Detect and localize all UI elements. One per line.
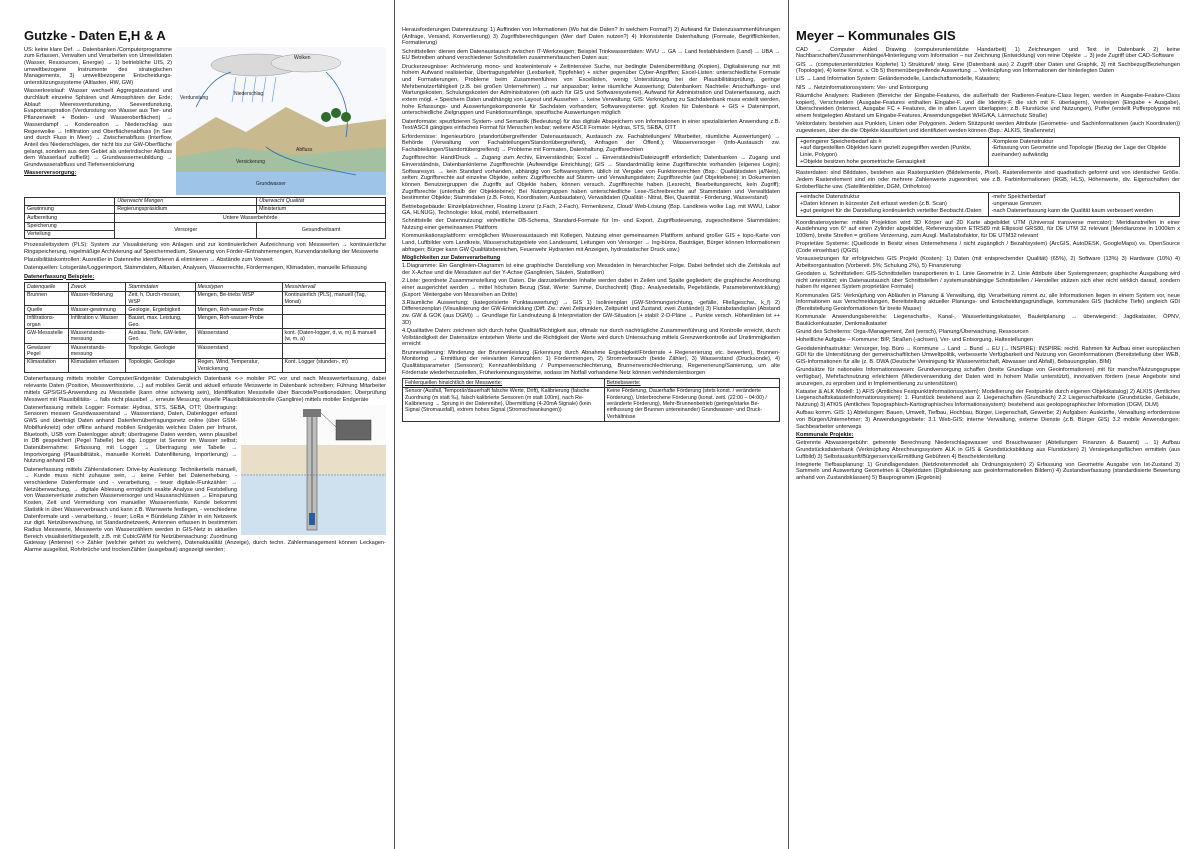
table-cell: Zeit, h, Durch-messer, WSP [126,291,195,306]
logger-well-figure [241,405,386,535]
table-cell: Klimadaten erfassen [68,358,126,373]
para-cad: CAD → Computer Aided Drawing (computerunterstützte Handarbeit) 1) Zeichnungen und Text in Datenbank 2) keine Nachbarschaften/Zusammenhänge/Hinterlegung vom Information – nur Zeichnung (Entwicklung) von reine Objekte → 3) jede Zugriff über CAD-Software [796,46,1180,60]
fig-label-clouds: Wolken [294,54,311,61]
table-cell [282,344,385,359]
list-item: +geringerer Speicherbedarf als # [800,138,882,145]
para-herausforderungen: Herausforderungen Datennutzung: 1) Auffinden von Informationen (Wo hat die Daten? In welchem Format?) 2) Aufwand für Datenzusammenführungen (Anfrage, Versand, Konvertierung) 3) Zugriffsberechtigungen (Wer darf Daten nutzen?) 4) Inkonsistente Datenhaltung (Formate, Begrifflichkeiten, Formatierung) [402,27,780,47]
cons-list [988,138,1180,167]
section-title: Gutzke - Daten E,H & A [24,28,166,43]
table-cell: Regierungspräsidium [115,205,257,213]
para-geodateninfrastruktur: Geodateninfrastruktur: Versorger, Ing. Büro → Kommune → Land → Bund → EU (→ INSPIRE): INSPIRE: rechtl. Rahmen für Aufbau einer europäischen GDI für die Unterstützung der gemeinschaftlichen Umweltpolitik, verbesserte Verfügbarkeit und Nutzung von Geoinformationen (Bereitstellung über WEB, GIS-Informationen für alle (z. B. DWA (Deutsche Vereinigung für Wasserwirtschaft, Abwasser und Abfall), Bebauungsplan, BIM) [796,345,1180,365]
table-cell: Wasser-gewinnung [68,306,126,314]
table-header: Datenquelle [25,283,69,291]
para-rasterdaten: Rasterdaten: sind Bilddaten, bestehen aus Rasterpunkten (Bildelemente, Pixel). Rasterelemente sind quadratisch geformt und von identischer Größe. Jedem Rasterelement sind ein oder mehrere Zahlenwerte zugeordnet, wie z.B. Farbinformationen (RGB, HLS), Höhenwerte, div. Eigenschaften der Erdoberfläche usw. (Satellitenbilder, DGM, Orthofotos) [796,170,1180,190]
para-erfordernisse: Erfordernisse: Ingenieurbüro (standortübergreifender Datenaustausch, Austausch zw. Fachabteilungen/ Mitarbeiter, räumliche Auswertungen) → Behörde (Verwaltung von Fachabteilungen/Standortübergreifend), Anfragen der Öffentl.); Wasserversorger (Info-Austausch zw. Fachabteilungen/Standortübergreifend) → Probleme mit Formaten, Datenhaltung, Zugriffsrechten [402,133,780,153]
para-schnittstelle-datennutzung: Schnittstelle der Datennutzung: einheitliche DB-Schema, Standard-Formate für Im- und Export, Zugriffssteuerung, zugeschnittene Stammdaten; Nutzung einer gemeinsamen Plattform [402,218,780,232]
column-divider [394,0,395,849]
table-cell: Kontinuierlich (PLS), manuell (Tag, Monat) [282,291,385,306]
table-row [25,344,386,359]
column-gutzke [20,0,390,849]
table-cell: Bauart, max. Leistung, Geo. [126,314,195,329]
table-cell: Gewässer Pegel [25,344,69,359]
table-cell: Wasserstands-messung [68,329,126,344]
table-cell: Infiltration v. Wasser [68,314,126,329]
para-kommunales-gis: Kommunales GIS: Verknüpfung von Abläufen in Planung & Verwaltung, dig. Verarbeitung nimmt zu, alle Informationen liegen in einem System vor, neue Informationen aus Verschneidungen, Bereitstellung aktueller Planungs- und Entscheidungsgrundlage, kommunales GIS (fachliche Tiefe) ungleich GDI (Bereitstellung Geoinformationen für breite Masse) [796,292,1180,312]
para-tiefbauplanung: Integrierte Tiefbauplanung: 1) Grundlagendaten (Netzknotenmodell als Ordnungssystem) 2) Erfassung von Geometrie Ausgabe von Ist-Zustand 3) Sammeln und Auswertung Geometrien & Objektdaten (Digitalisierung aus geoinformationellen Bildern) 4) Zustandserfassung (standardisierte Bewertung anhand von Zustandsklassen) 5) Bauprogramm (Ergebnis) [796,461,1180,482]
fig-label-groundwater: Grundwasser [256,180,286,187]
para-logger: Datenerfassung mittels Logger: Formate: Hydras, STS, SEBA, OTT; Übertragung: Sensoren messen Grundwasserstand → Wasserstand, Daten, Datenlogger erfasst GWS und überträgt Daten anhand Datenfernübertragungsnetz online (über GSM-Mobilfunknetz) oder offline anhand mobilen Endgeräts welches Daten per Infrarot, Bluetooth, USB vom Datenlogger abruft; übertragene Daten werden, wenn plausibel in DB gespeichert (Pegel Tabelle) bei dig. Logger ist Sensor im Wasser selbst; Datenübernahme: Erfassung mit Logger → Übertragung wie Tabelle → Importvorgang (Plausibilitätsk., manuelle Korrekt. Datenfilterung, Importierung) → Nutzung anhand DB [24,404,237,465]
raster-pros-cons [796,192,1180,216]
table-row [25,329,386,344]
table-cell: Keine Förderung, Dauerhafte Förderung (stets konst. / veränderte Förderung), Unterbrochene Förderung (konst. zeitl. (22:00 – 04:00) / veränderte Förderung), Mehr-Brunnenbetrieb (geringe/starke Be-einflussung der Brunnen untereinander) Grundwasser- und Druck-Verhältnisse [604,387,779,421]
para-nis: NIS → Netzinformationssystem: Ver- und Entsorgung [796,84,929,91]
table-cell: Kont. Logger (stunden-, m) [282,358,385,373]
fig-label-infiltration: Versickerung [236,158,265,165]
table-cell: Gesundheitsamt [257,222,386,239]
para-proprietaere-systeme: Proprietäre Systeme: (Quellcode in Besitz eines Unternehmens / nicht zugänglich / Bezahlsystem) (ArcGIS, AutoDESK, GoogleMaps) vs. OpenSource (Code einsehbar) (QGIS) [796,241,1180,254]
para-gis: GIS → (computerunterstütztes Kopferte) 1) Strukturell/ steig. Eine (Datenbank aus) 2 Zugriff über Daten und Graphik, 3) mit Sachbezug/Beziehungen (Topologie), 4) keine Konst. v. Ob 5) themenübergreifende Auswertung → Verknüpfung von Informationen der hinterlegten Daten [796,61,1180,75]
table-row [25,205,386,213]
para-datenformate: Datenformate: spezifizieren System- und Semantik (Bedeutung) für das digitale Abspeichern von Informationen in einer spezialisierten Anwendung z.B. Text/ASCII gängiges einfaches Format für Menschen lesbar; weitere ASCII Formate: Hydras, STS, SEBA, OTT [402,118,780,132]
para-raeumliche-auswertung: 3.Räumliche Auswertung: (kategorisierte Punktauswertung) → GIS 1) Isolinienplan (GW-Strömungsrichtung, -gefälle, Fließgeschw., k_f) 2) Differenzenplan (Visualisierung der GW-Entwicklung (Diff. Zw.: zwei Zeitpunkten, Zeitpunkt und Zustand, zwei Zustände)) 3) Flurabstandsplan (Abstand zw. GW & GOK (aus DGM)) → Grundlage für Landnutzung & Interpretation der GW-Situation (+ stabil: 2-D-Pläne → Punkte versch. Höhenlinien ist ++ 3D) [402,299,780,326]
table-cell: Wasser-förderung [68,291,126,306]
table-header: Stammdaten [126,283,195,291]
table-header: Betriebswerte: [604,379,779,387]
para-brunnenalterung: Brunnenalterung: Minderung der Brunnenleistung (Erkennung durch Abnahme Ergiebigkeit/Förderrate + Regenerierung etc. bewerten), Brunnen-Monitoring → Ermittlung der relevanten Kennzahlen: 1) Förderrmengen, 2) Stromverbrauch (beide Zähler), 3) Wasserstand (Drucksonde), 4) Qualitätsparameter (Sensoren); Kennzahlenbildung / Pumpenverschlechterung, Brunnenverschlechterung, Regenerierung/Sanierung, um alte Förderrate wiederherzustellen, Früherkennungssysteme, sodass im Notfall vorhandene Netz können verhindern/entsorgen [402,349,780,376]
table-header: Überwacht Qualität [257,197,386,205]
column-meyer [792,0,1184,849]
error-sources-table [402,378,780,421]
list-item: +auf dargestellten Objekten kann gezielt zugegriffen werden (Punkte, Linie, Polygon) [800,145,972,158]
table-row [25,306,386,314]
table-header: Überwacht Mengen [115,197,257,205]
table-cell: Versorger [115,222,257,239]
table-caption: Wasserversorgung: [24,170,77,177]
para-betrieb: Betriebsgebäude: Einzelplatzrechner, Floating Lizenz (z.Fach, 2-Fach), Firmenlizenz, Cloud/ Web-Lösung (Bsp. Landkreis wolke Lag. mit WWU, Labor GA, HLNUG), Technologie: lokal, mobil, internetbasiert [402,203,780,217]
para-scheitern: Grund des Scheiterns: Orga-/Management, Zeit (versch), Planung/Überwachung, Ressourcen [796,329,1029,336]
para-abwassergebuehr: Getrennte Abwassergebühr: getrennte Berechnung Niederschlagswasser und Brauchwasser (Abteilungen: Finanzen & Bauamt) → 1) Aufbau Grundstücksdatenbank (Verknüpfung Abrechnungssystem ALK in GIS & Grundstücksbildung aus Flurstücken) 2) Versiegelungsflächen ermitteln (aus Luftbild) 3) Selbstauskunft/Bürgerservice/Ermittlung Gebühren 4) Bescheiderstellung [796,440,1180,460]
para-prozessleitsystem: Prozessleitsystem (PLS): System zur Visualisierung von Anlagen und zur kontinuierlichen Aufzeichnung von Messwerten → kontinuierliche Ringspeicherung, regelmäßige Archivierung auf Speichermedium, Steuerung von Förder-/Entnahmemengen, Kurvendarstellung der Messwerte [24,242,386,256]
para-kataster: Kataster & ALK Modell: 1) AFIS (Amtliches Festpunktinformationssystem): Modellierung der Festpunkte durch eigenen Objektkatalog) 2) ALKIS (Amtliches Liegenschaftskatasterinformationssystem): 1. Flurstück bestehend aus 2. Liegenschaften (Grundbuch) 2.2 Liegenschaftskarte (Grundstücke, Gebäude, Nutzung) 3) ATKIS (Amtliches Topographisch-Kartographisches Informationssystem): bestehend aus geotopographischer Information (DGM, DLM) [796,388,1180,409]
para-voraussetzungen: Voraussetzungen für erfolgreiches GIS Projekt (Kosten): 1) Daten (mit entsprechender Qualität) (65%), 2) Software (13%) 3) Hardware (10%) 4) Arbeitsorganisation (Vorbereit. 5%; Schulung 2%), 5) Finanzierung [796,256,1180,269]
list-item: +Objekte besitzen hohe geometrische Genauigkeit [800,158,926,165]
list-item: +gut geeignet für die Darstellung kontinuierlich verteilter Beobacht./Daten [800,207,982,214]
table-row [25,222,386,230]
table-header: Zweck [68,283,126,291]
list-item: -ungenaue Grenzen [991,201,1042,208]
para-koordinatensysteme: Koordinatensysteme: mittels Projektion wird 3D Körper auf 2D Karte abgebildet UTM (Universal transverse mercator): Meridianstreifen in einer Ausdehnung von 6° auf einen Zylinder abgebildet, Referenzsystem ETRS89 mit Ellipsoid GRS80, für DE UTM 32 relevant (Meridianzone in 1000km x 100km), breite Streifen = größere Verzerrung, zum Ausgl. Maßstabsfaktor, für DE UTM32 relevant [796,219,1180,239]
section-heading: Möglichkeiten zur Datenverarbeitung [402,255,501,261]
table-cell: Topologie, Geologie [126,358,195,373]
table-cell: Topologie, Geologie [126,344,195,359]
para-zugriffsrechte: Zugriffsrechte: Hand/Druck → Zugang zum Archiv, Einverständnis; Excel → Einverständnis/Dateizugriff erforderlich; Datenbanken → Zugang und Einverständnis, Datenbankinterne Zugriffsrechte (Aufwendige Einrichtung); GIS → Standardmäßig keine Zugriffsrechte vorhanden (eigenes Login); Softwaresyst. → kein Standard vorhanden, abhängig von Softwaresystem, üblich ist Vergabe von Funktionsrechten (Bsp.: Qualitätsdaten ja/Nein), selten: Zugriffsrechte auf einzelne Objekte, selten: Zugriffsrechte auf Stamm- und Verwaltungsdaten; Zugriffsrechte (auf Objektebene): in Dokumenten können Benutzergruppen die Zugriffs auf Objekte haben, können versuch. Zugriffsrechte haben (Lesrecht, Bearbeitungsrecht, kein Zugriff); Zugriffsrechte (unterhalb der Objektebene); Bei Nutzergruppen haben unterschiedliche Lese-/Schreibrechte auf Stammdaten und Verwaltdaten bestimmter Objekte; Stammdaten (z.B. Fotos, Koordinaten, Ausbaudaten), Verwaltdaten (Qualität - Nitrat, Blei, Quantität - Förderung, Wasserstand) [402,155,780,202]
fig-label-runoff: Abfluss [296,146,313,153]
table-row [403,387,780,421]
para-wasserkreislauf: Wasserkreislauf: Wasser wechselt Aggregatzustand und durchläuft einzelne Sphären und Atmosphären der Erde; Ablauf: Meeresverdunstung, Seeverdunstung, Evapotranspiration (Verdunstung von Wasser aus Tier- und Pflanzenwelt + Boden- und Wasseroberflächen) → Wasserdampf → Kondensation → Niederschlag aus Regenwolke → Infiltration und Oberflächenabfluss (in See und durch Fluss in Meer) → Zwischenabfluss (Interflow, Anteil des Niederschlages, der nicht bis zur GW-Oberfläche gelangt, sondern aus dem Gebiet als unterirdischer Abfluss dem Wasserlauf zufließt) → Grundwasserneubildung → Grundwasserabfluss und Tiefenversickerung [24,88,172,169]
para-zaehlerstationen: Datenerfassung mittels Zählerstationen: Drive-by Auslesung: Technikerteils manuell, → Kunde muss nicht zuhause sein, → keine Fehler bei Datenerhebung, - verschiedene Datenformate und - verarbeitung, - teuer digitale-/Funkzähler: → Netzüberwachung, → digitale Ablesung ermöglicht exakte Analyse und Feststellung von Wasserverluste zwischen Wasserversorger und Hausanschlüssen → Einsparung Kosten, Zeit und Vermeidung von manueller Wasserverluste, Kunde bekommt Statistik in über Wasserverbrauch und kann z.B. Warnwerte festlegen, - verschiedene Datenformate und - verarbeitung, - teuer; LoRa = Bündelung Zähler in ein Netzwerk zur digit. Netzüberwachung, ist Standardnetzwerk, Antennen erfassen in bestimmten Radius Messwerte, Messwerte von Wasserzählern werden in GIS-Netz in aktuellen Bereich visualisiert/dargestellt, z.B. mit CubicGWM für Netzüberwachung: Zuordnung Gateway (Antenne) <-> Zähler (welcher gehört zu welchem), Datenaktualität (Anzeige), durch techn. Zählermanagement können Leckagen-Alarme ausgelöst, Rohrbrüche und trockenZähler (ausgebaut) angezeigt werden; [24,466,386,554]
para-grundsaetze: Grundsätze für nationales Informationswesen: Grundversorgung schaffen (breite Grundlage von Geoinformationen) mit für manche/Nutzungsgruppe verfügbar), Mehrfachnutzung erleichtern (Wiederverwendung der Daten wird in hohem Maße unterstützt), innovativen fördern (neue Angebote sind anzuregen, zu erproben und in Implementierung zu unterstützen) [796,367,1180,387]
section-title: Meyer – Kommunales GIS [796,28,956,43]
table-cell: GW-Messstelle [25,329,69,344]
para-lis: LIS → Land Information System: Geländemodelle, Landschaftsmodelle, Katasters; [796,76,1001,83]
list-item: -mehr Speicherbedarf [991,194,1046,201]
table-cell: Gewinnung [25,205,115,213]
column-data-usage [398,0,784,849]
para-umweltsysteme: US: keine klare Def. → Datenbanken /Computerprogramme zum Erfassen, Verwalten und Verarbeiten von Umweltdaten (Wasser, Ressourcen, Energie) → 1) betriebliche UIS, 2) umweltbezogene Instrumente des strategischen Managements, 3) umweltbezogene Entscheidungs-unterstützungssysteme (Altlasten, HW, GW) [24,46,172,87]
table-header: Messtypen [195,283,282,291]
table-cell: Infiltrations-organ [25,314,69,329]
table-row [25,291,386,306]
table-cell: Ausbau, Tiefe, GW-leiter, Geo. [126,329,195,344]
table-cell: kont. (Daten-logger, d, w, m) & manuell (w, m, a) [282,329,385,344]
para-schnittstellen: Schnittstellen: dienen dem Datenaustausch zwischen IT-Werkzeugen; Beispiel Trinkwasserdaten: WVU → GA → Land festabhändern (Land) → UBA → EU Betreiben anhand verschiedener Schnittstellen zusammen/tauschen Daten aus; [402,48,780,62]
data-collection-table [24,282,386,373]
list-item: +einfache Datenstruktur [800,194,860,201]
table-cell: Wasserstands-messung [68,344,126,359]
table-cell: Wasserstand [195,344,282,359]
para-anwendungsbereiche: Kommunale Anwendungsbereiche: Liegenschafts-, Kanal-, Wasserleitungskataster, Bauleitplanung → überwiegend: Jagdkataster, ÖPNV, Baulückenkataster, Denkmalkataster [796,314,1180,327]
table-cell: Brunnen [25,291,69,306]
table-row [25,314,386,329]
water-supply-table [24,197,386,240]
table-cell: Regen, Wind, Temperatur, Versickerung [195,358,282,373]
para-plausibilitaet: Plausibilitätskontrollen: Ausreißer in Datenreihe identifizieren & eliminieren → Abstände zum Vorwert [24,257,273,264]
table-cell: Mengen, Roh-wasser-Probe [195,306,282,314]
para-datenquellen: Datenquellen: Lotsgeräte/Loggerimport, Stammdaten, Altlasten, Analysen, Wasserrechte, Fördermengen, Klimadaten, manuelle Erfassung [24,265,367,272]
vector-pros-cons [796,137,1180,168]
pros-list [797,193,988,215]
fig-label-precipitation: Niederschlag [234,90,264,97]
column-divider [788,0,789,849]
pros-list [797,138,988,167]
table-cell [282,314,385,329]
table-cell: Sensor (Ausfall, Temporär/dauerhaft falsche Werte, Drift), Kalibrierung (falsche Zuordnung (m statt ‰), falsch kalibrierte Sensoren (m statt 100m), nach Re-Kalibrierung → Sprung in der Datenreihe), Übermittlung (4-20mA Signale) (kein Signal (Stromausfall), extrem hohes Signal (Stromschwankungen)) [403,387,605,421]
table-cell: Klimastation [25,358,69,373]
table-cell: Wasserstand [195,329,282,344]
para-diagramme: 1.Diagramme: Ein Ganglinien-Diagramm ist eine graphische Darstellung von Messdaten in hierarchischer Folge. Dabei befindet sich die Zeitskala auf der X-Achse und die Messdaten auf der Y-Achse (Ganglinien, Säulen, Statistiken) [402,263,780,276]
cons-list [988,193,1180,215]
table-cell: Geologie, Ergiebigkeit [126,306,195,314]
table-cell: Untere Wasserbehörde [115,214,386,222]
table-row [25,214,386,222]
list-item: -nach Datenerfassung kann die Qualität kaum verbessert werden [991,207,1153,214]
para-aufbau-gis: Aufbau komm. GIS: 1) Abteilungen: Bauen, Umwelt, Tiefbau, Hochbau, Bürger, Liegenschaft, Gewerbe; 2) Aufgaben: Auskünfte, Verwaltung erfordernisse von Bürgen/Unternehmer; 3) Anwendungsgebiete: 3.1 Web-GIS: interne Verwaltung, externe Dienste (z.B. Bürger GIS) 3.2 mobile Anwendungen: Sachbearbeiter unterwegs [796,410,1180,430]
table-cell: Quelle [25,306,69,314]
para-druckerzeugnisse: Druckerzeugnisse: Archivierung mono- und kostenintensiv + Zeitintensive Suche, nur bedingte Datenübermittlung (Kopien), Digitalisierung nur mit hohem Aufwand realisierbar, Übertragungsfehler (Lesbarkeit, Tippfehler) + sicher gegenüber Cyber-Angriffen; Excel-Listen: unterschiedliche Formate und Formatierungen, Probleme beim Zusammenführen von Excellisten, wenig Unterstützung bei der Plausibilitätsprüfung, geringe Mehrbenutzerfähigkeit (z.B. bei großen Unternehmen) → nur anpassbar; keine räumliche Auswertung; Datenbanken: Nachteile: Anschaffungs- und Wartungskosten, Schulungskosten der Administratoren (oft auch für GIS und Softwaresysteme), Aufwand für Administration und Datenerfassung, auch extern mögl. + Speichern Daten unabhängig von Layout und Aussehen → keine Verwaltung; GIS: Verknüpfung zu Sachdatenbank muss erstellt werden, hohe Erfassungs- und Auswertungskomponente für Sachdaten vorhanden; Softwaresysteme: ggf. Kosten für Datenbank + GIS + Datenimport, unterschiedliche Zielgruppen und Funktionsumfänge, spezifische Auswertungen möglich [402,63,780,117]
list-item: +Daten können in kürzester Zeit erfasst werden (z.B. Scan) [800,201,947,208]
list-item: -Erfassung von Geometrie und Topologie (Bezug der Lage der Objekte zueinander) aufwändig [991,145,1167,158]
table-row [25,358,386,373]
table-cell: Aufbereitung [25,214,115,222]
para-liste: 2.Liste: geordnete Zusammenstellung von Daten. Die darzustellenden Inhalte werden dabei in Zeilen und Spalte gegliedert; die graphische Anordnung einer ausgerichtet werden → mittel höchsten Bezug (Stat. Werte: Summe, Durchschnitt) (Bsp.: Analysedetails, Pegelstände, Parameterentwicklung) (Export: Weitergabe von Messreihen an Dritte) [402,278,780,298]
table-cell: Mengen, Roh-wasser-Probe [195,314,282,329]
para-vektordaten: Vektordaten: bestehen aus Punkten, Linien oder Polygonen. Jedem Stützpunkt werden Attribute (Geometrie- und Sachinformationen (auch Koordinaten)) zugewiesen, über die die Objekte klassifiziert und identifiziert werden können (Bsp.: ALKIS, Straßennetz) [796,121,1180,134]
table-cell: Speicherung [25,222,115,230]
para-kommunikationsplattform: Kommunikationsplattform: ermöglichen Wissensaustausch mit Kollegen, Nutzung einer gemeinsamen Plattform anhand großer GIS + topo-Karte von Land, Luftbilder vom Landkreis, Wasserschutzgebiete von Landesamt, Leitungen von Versorger → Ing-büros, Bauträger, Bürger können Informationen abfragen; Bürger kann GW Qualitätsbereichen, Feuerwehr Hydranten mit Anzeigen, hydrostatischer Druck usw.) [402,233,780,253]
list-item: -Komplexe Datenstruktur [991,138,1054,145]
table-cell [282,306,385,314]
table-cell: Ministerium [257,205,386,213]
table-header: Messintervall [282,283,385,291]
water-cycle-figure [176,47,386,195]
table-caption: Datenerfassung Beispiele: [24,273,95,280]
para-qualitative-daten: 4.Qualitative Daten: zeichnen sich durch hohe Qualität/Richtigkeit aus, oftmals nur durch nachträgliche Zusammenführung und Kontrolle erreicht, durch Vollständigkeit der Datensätze entstehen Werte und die Richtigkeit der Werte wird durch Untersuchung mittels Grenzwertkontrolle auf Unstimmigkeiten erreicht [402,328,780,348]
para-raeumliche-analysen: Räumliche Analysen: Radieren (Bereiche der Eingabe-Features, die außerhalb der Radieren-Feature-Class liegen, werden in Ausgabe-Feature-Class kopiert), Verschneiden (Ausgabe-Features enthalten Eingabe-F. und die Identity-F. die sich mit F. überlagern), Vereinigen (Eingabe + Ausgabe), Überschneiden (Intersect, Ausgabe FC + Features, die in allen Layern überlappen; z.B. Flurstücke und Nutzungen), Puffer (erstellt Pufferpolygone mit einem festgelegten Abstand um Eingabe-Features, Anwendungsgebiet WHG/KA, Lärmschutz Straße) [796,92,1180,119]
section-heading: Kommunale Projekte: [796,431,854,438]
fig-label-evaporation: Verdunstung [180,94,209,101]
table-header: Fehlerquellen hinsichtlich der Messwerte: [403,379,605,387]
para-hoheitliche-aufgabe: Hoheitliche Aufgabe – Kommune: BIP, Straßen (-achsen), Ver- und Entsorgung, Haltestellungen [796,337,1034,344]
table-cell: Verteilung [25,230,115,238]
para-geodaten: Geodaten u. Schnittstellen: GIS-Schnittstellen transportieren in 1. Linie Geometrie in 2. Linie Attribute über Systemgrenzen; graphische Ausgabung wird nicht unterstützt; ein Datenaustausch über Schnittstellen / systemunabhängige Schnittstellen / Hersteller stützen sich eher nicht wirklich darauf, sondern haben ihr eigenes System proprietäre Formate) [796,270,1180,291]
table-header [25,197,115,205]
para-mobile-erfassung: Datenerfassung mittels mobiler Computer/Endgeräte: Datenabgleich Datenbank <-> mobiler PC vor und nach Messwerterfassung, dabei relevante Daten (Position, Messwerthistorie, ...) auf mobiles Gerät und aktuell erfasste Messwerte in Datenbank schreiben; Führung Mitarbeiter mittels GPS/GIS-Anwendung zu Messstelle (kann ohne schwierig sein), Identifikation Messstelle über Barcode/Positionsdaten; Überprüfung Messwert mit Plausibilitäts- → falls nicht plausibel → erneute Messung; visuelle Plausibilitätskontrolle (Ganglinie) mittels mobiler Endgeräte [24,376,386,403]
table-cell: Mengen, Be-triebs WSP [195,291,282,306]
